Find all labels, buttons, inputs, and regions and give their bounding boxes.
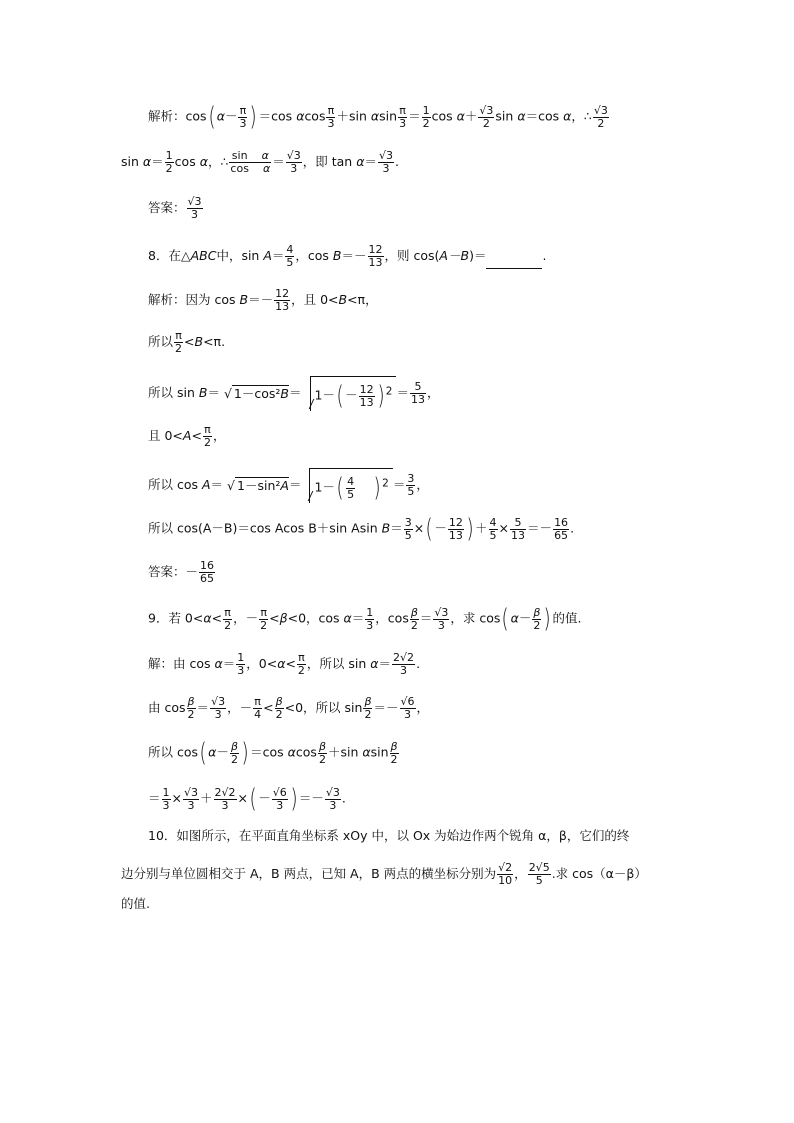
q10-stem-line2: 边分别与单位圆相交于 A，B 两点，已知 A，B 两点的横坐标分别为 $\frac{√2}{10}$ ， $\frac{2√5}{5}$ .求 cos（α－β） <box>121 861 647 887</box>
q8-stem: 8．在△ABC中，sin A＝ $\frac{4}{5}$ ，cos B＝－ $\frac{12}{13}$ ，则 cos(A－B)＝ . <box>148 243 547 269</box>
parenthesis: ( <box>199 738 207 768</box>
fraction: $\frac{\beta}{2}$ <box>390 739 398 766</box>
fraction: $\frac{√3}{3}$ <box>325 785 340 812</box>
parenthesis: ) <box>373 473 381 503</box>
fraction: $\frac{12}{13}$ <box>368 243 383 269</box>
answer-blank[interactable] <box>486 268 542 269</box>
fraction: $\frac{√3}{3}$ <box>434 605 449 632</box>
fraction: $\frac{16}{65}$ <box>200 559 215 585</box>
analysis-label: 解析： <box>148 108 186 124</box>
fraction: $\frac{\beta}{2}$ <box>533 605 541 632</box>
parenthesis: ) <box>466 514 474 544</box>
q8-analysis-line6: 所以 cos(A－B)＝cos Acos B＋sin Asin B＝ $\frac{3}{5}$ ×( － $\frac{12}{13}$ ) ＋ $\frac{4}{5}$ × $\frac{5}{13}$ ＝－ $\frac{16}{65}$ . <box>148 514 575 544</box>
q7-analysis-line2: sin α＝ $\frac{1}{2}$ cos α，∴ $\frac{\text{sin α}}{\text{cos α}}$ ＝ $\frac{√3}{3}$ ，即 tan α＝ $\frac{√3}{3}$ . <box>121 149 399 175</box>
parenthesis: ( <box>208 102 216 132</box>
fraction: $\frac{\beta}{2}$ <box>318 739 326 766</box>
fraction: $\frac{\beta}{2}$ <box>187 695 195 721</box>
fraction: $\frac{√3}{2}$ <box>593 103 608 130</box>
fraction: $\frac{\beta}{2}$ <box>410 605 418 632</box>
fraction: $\frac{3}{5}$ <box>407 472 415 498</box>
sqrt-expression: 1－( － $\frac{12}{13}$ ) $^2$ <box>310 376 397 411</box>
q9-solution-line3: 所以 cos( α－ $\frac{\beta}{2}$ ) ＝cos αcos $\frac{\beta}{2}$ ＋sin αsin $\frac{\beta}{2}$ <box>148 738 398 768</box>
fraction: $\frac{\beta}{2}$ <box>364 695 372 721</box>
parenthesis: ( <box>425 514 433 544</box>
fraction: $\frac{2√2}{3}$ <box>393 651 415 677</box>
q9-solution-line2: 由 cos $\frac{\beta}{2}$ ＝ $\frac{√3}{3}$ ，－ $\frac{\pi}{4}$ < $\frac{\beta}{2}$ <0，所以 sin $\frac{\beta}{2}$ ＝－ $\frac{√6}{3}$ ， <box>148 695 430 721</box>
fraction: $\frac{1}{2}$ <box>422 103 430 130</box>
fraction: $\frac{1}{3}$ <box>162 785 170 812</box>
parenthesis: ) <box>377 381 385 411</box>
q8-analysis-line3: 所以 sin B＝ √ 1－cos²B＝ 1－( － $\frac{12}{13}$ ) $^2$ ＝ $\frac{5}{13}$ ， <box>148 376 440 411</box>
fraction: $\frac{16}{65}$ <box>554 515 569 542</box>
parenthesis: ) <box>241 738 249 768</box>
parenthesis: ( <box>336 473 344 503</box>
q9-solution-line1: 解：由 cos α＝ $\frac{1}{3}$ ，0<α< $\frac{\pi}{2}$ ，所以 sin α＝ $\frac{2√2}{3}$ . <box>148 651 421 677</box>
fraction: $\frac{5}{13}$ <box>410 380 425 406</box>
fraction: $\frac{1}{3}$ <box>366 605 374 632</box>
parenthesis: ( <box>501 604 510 634</box>
answer-label: 答案： <box>148 200 186 215</box>
fraction: $\frac{2√5}{5}$ <box>528 861 550 887</box>
fraction: $\frac{\pi}{2}$ <box>260 605 268 632</box>
fraction: $\frac{√6}{3}$ <box>272 785 287 812</box>
parenthesis: ( <box>249 784 257 814</box>
fraction: $\frac{\pi}{3}$ <box>239 103 247 130</box>
fraction: $\frac{\beta}{2}$ <box>230 739 238 766</box>
q8-answer <box>148 560 216 585</box>
sqrt-expression: √ 1－cos²B <box>223 385 289 401</box>
fraction: $\frac{12}{13}$ <box>275 287 290 313</box>
fraction: $\frac{2√2}{3}$ <box>214 785 236 812</box>
fraction: $\frac{√3}{3}$ <box>286 149 301 175</box>
sqrt-expression: 1－( $\frac{4}{5}$ ) $^2$ <box>309 468 392 503</box>
parenthesis: ) <box>290 784 298 814</box>
q7-analysis-line1: 解析：cos( α－ $\frac{\pi}{3}$ ) ＝cos αcos $\frac{\pi}{3}$ ＋sin αsin $\frac{\pi}{3}$ ＝ $\frac{1}{2}$ cos α＋ $\frac{√3}{2}$ sin α＝cos α，∴ $\frac{√3}{2}$ <box>148 102 608 132</box>
fraction: $\frac{\beta}{2}$ <box>275 695 283 721</box>
fraction: $\frac{√3}{3}$ <box>211 695 226 721</box>
q8-analysis-line5: 所以 cos A＝ √ 1－sin²A＝ 1－( $\frac{4}{5}$ ) $^2$ ＝ $\frac{3}{5}$ ， <box>148 468 429 503</box>
fraction: $\frac{\pi}{2}$ <box>175 329 183 355</box>
q8-analysis-line1: 解析：因为 cos B＝－ $\frac{12}{13}$ ，且 0<B<π， <box>148 287 378 313</box>
q7-answer <box>148 196 204 221</box>
fraction: $\frac{4}{5}$ <box>286 243 294 269</box>
fraction: $\frac{12}{13}$ <box>448 515 463 542</box>
fraction: $\frac{\pi}{2}$ <box>297 651 305 677</box>
q10-stem-line1: 10．如图所示，在平面直角坐标系 xOy 中，以 Ox 为始边作两个锐角 α，β，它们的终 <box>148 828 630 843</box>
fraction: $\frac{3}{5}$ <box>404 515 412 542</box>
fraction: $\frac{√3}{3}$ <box>184 785 199 812</box>
parenthesis: ( <box>336 381 344 411</box>
fraction: $\frac{\pi}{2}$ <box>203 423 211 449</box>
fraction: $\frac{√2}{10}$ <box>498 861 513 887</box>
fraction: $\frac{\pi}{2}$ <box>224 605 232 632</box>
fraction: $\frac{√3}{3}$ <box>378 149 393 175</box>
answer-label: 答案：－ <box>148 564 199 579</box>
parenthesis: ) <box>250 102 258 132</box>
q8-analysis-line4: 且 0<A< $\frac{\pi}{2}$ ， <box>148 423 226 449</box>
fraction: $\frac{√6}{3}$ <box>400 695 415 721</box>
sqrt-expression: √ 1－sin²A <box>227 477 289 493</box>
fraction: $\frac{\text{sin α}}{\text{cos α}}$ <box>230 149 271 175</box>
fraction: $\frac{\pi}{4}$ <box>254 695 262 721</box>
fraction: $\frac{√3}{2}$ <box>479 103 494 130</box>
fraction: $\frac{12}{13}$ <box>359 382 374 409</box>
fraction: $\frac{5}{13}$ <box>511 515 526 542</box>
fraction: $\frac{4}{5}$ <box>489 515 497 542</box>
q9-stem: 9．若 0<α< $\frac{\pi}{2}$ ，－ $\frac{\pi}{2}$ <β<0，cos α＝ $\frac{1}{3}$ ，cos $\frac{\beta}{2}$ ＝ $\frac{√3}{3}$ ，求 cos( α－ $\frac{\beta}{2}$ ) 的值. <box>148 604 582 634</box>
fraction: $\frac{\pi}{3}$ <box>327 103 335 130</box>
fraction: $\frac{1}{2}$ <box>165 149 173 175</box>
q9-solution-line4: ＝ $\frac{1}{3}$ × $\frac{√3}{3}$ ＋ $\frac{2√2}{3}$ ×( － $\frac{√6}{3}$ ) ＝－ $\frac{√3}{3}$ . <box>148 784 346 814</box>
parenthesis: ) <box>543 604 552 634</box>
fraction: $\frac{1}{3}$ <box>237 651 245 677</box>
fraction: $\frac{√3}{3}$ <box>187 195 202 221</box>
fraction: $\frac{4}{5}$ <box>347 474 355 501</box>
fraction: $\frac{\pi}{3}$ <box>399 103 407 130</box>
q10-stem-line3: 的值. <box>121 896 150 911</box>
q8-analysis-line2: 所以 $\frac{\pi}{2}$ <B<π. <box>148 329 226 355</box>
